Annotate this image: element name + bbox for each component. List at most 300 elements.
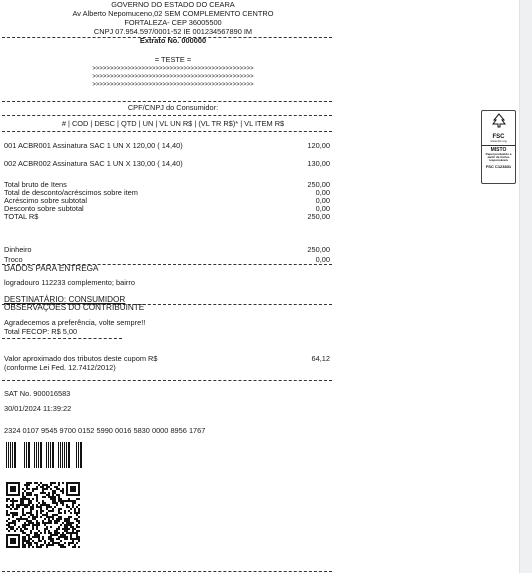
- qr-module: [32, 514, 34, 516]
- qr-module: [52, 534, 54, 536]
- qr-module: [36, 496, 38, 498]
- obs-title: OBSERVAÇÕES DO CONTRIBUINTE: [4, 303, 145, 312]
- qr-module: [38, 538, 40, 540]
- qr-module: [60, 518, 62, 520]
- qr-module: [12, 498, 14, 500]
- qr-module: [66, 500, 68, 502]
- qr-module: [12, 504, 14, 506]
- qr-module: [18, 504, 20, 506]
- qr-module: [68, 498, 70, 500]
- qr-module: [20, 518, 22, 520]
- qr-module: [50, 520, 52, 522]
- qr-module: [22, 492, 24, 494]
- qr-module: [64, 528, 66, 530]
- payment-label: Dinheiro: [4, 245, 32, 254]
- qr-module: [60, 498, 62, 500]
- qr-module: [52, 514, 54, 516]
- qr-module: [14, 514, 16, 516]
- qr-module: [56, 534, 58, 536]
- qr-module: [74, 510, 76, 512]
- qr-module: [50, 544, 52, 546]
- qr-module: [36, 528, 38, 530]
- qr-module: [38, 536, 40, 538]
- qr-module: [20, 498, 22, 500]
- qr-module: [46, 522, 48, 524]
- qr-module: [24, 544, 26, 546]
- qr-module: [42, 504, 44, 506]
- qr-module: [70, 512, 72, 514]
- qr-module: [68, 520, 70, 522]
- qr-module: [70, 542, 72, 544]
- extrato-title: Extrato No. 000000: [139, 36, 207, 45]
- qr-module: [64, 520, 66, 522]
- qr-module: [38, 530, 40, 532]
- qr-module: [32, 506, 34, 508]
- qr-module: [42, 484, 44, 486]
- qr-module: [28, 492, 30, 494]
- qr-module: [46, 514, 48, 516]
- qr-module: [46, 506, 48, 508]
- qr-module: [32, 522, 34, 524]
- qr-module: [24, 528, 26, 530]
- qr-module: [76, 538, 78, 540]
- sat-number: SAT No. 900016583: [4, 389, 71, 398]
- qr-module: [30, 512, 32, 514]
- scrollbar[interactable]: [519, 0, 532, 573]
- qr-module: [44, 542, 46, 544]
- qr-module: [64, 512, 66, 514]
- qr-module: [30, 542, 32, 544]
- qr-module: [22, 524, 24, 526]
- qr-module: [18, 506, 20, 508]
- qr-module: [76, 512, 78, 514]
- payment-label: Troco: [4, 255, 23, 264]
- qr-module: [36, 520, 38, 522]
- qr-module: [78, 504, 80, 506]
- qr-module: [46, 546, 48, 548]
- qr-module: [42, 522, 44, 524]
- qr-module: [36, 486, 38, 488]
- qr-module: [64, 526, 66, 528]
- qr-module: [12, 522, 14, 524]
- qr-module: [14, 530, 16, 532]
- qr-module: [26, 486, 28, 488]
- qr-module: [64, 542, 66, 544]
- qr-module: [10, 526, 12, 528]
- qr-code: [6, 482, 80, 548]
- qr-module: [24, 484, 26, 486]
- qr-module: [16, 504, 18, 506]
- qr-module: [52, 544, 54, 546]
- qr-module: [52, 498, 54, 500]
- qr-module: [32, 490, 34, 492]
- qr-module: [30, 510, 32, 512]
- qr-module: [58, 526, 60, 528]
- qr-module: [70, 524, 72, 526]
- qr-module: [48, 538, 50, 540]
- qr-module: [70, 526, 72, 528]
- qr-module: [56, 538, 58, 540]
- qr-module: [46, 488, 48, 490]
- qr-module: [48, 494, 50, 496]
- qr-module: [6, 504, 8, 506]
- qr-module: [28, 500, 30, 502]
- qr-module: [50, 510, 52, 512]
- qr-module: [36, 542, 38, 544]
- qr-module: [36, 510, 38, 512]
- qr-module: [56, 530, 58, 532]
- qr-module: [28, 512, 30, 514]
- qr-module: [66, 520, 68, 522]
- qr-module: [46, 516, 48, 518]
- qr-module: [52, 518, 54, 520]
- qr-module: [58, 516, 60, 518]
- qr-module: [56, 514, 58, 516]
- qr-module: [22, 532, 24, 534]
- qr-module: [30, 538, 32, 540]
- qr-module: [66, 524, 68, 526]
- qr-module: [60, 500, 62, 502]
- qr-module: [44, 492, 46, 494]
- qr-module: [76, 530, 78, 532]
- qr-module: [36, 526, 38, 528]
- qr-module: [58, 498, 60, 500]
- qr-module: [24, 538, 26, 540]
- qr-module: [74, 502, 76, 504]
- qr-module: [26, 528, 28, 530]
- qr-module: [48, 522, 50, 524]
- recipient: DESTINATÁRIO: CONSUMIDOR: [4, 295, 126, 304]
- qr-module: [56, 486, 58, 488]
- qr-module: [8, 524, 10, 526]
- qr-module: [20, 500, 22, 502]
- qr-module: [22, 514, 24, 516]
- qr-module: [72, 526, 74, 528]
- qr-module: [28, 540, 30, 542]
- qr-module: [40, 504, 42, 506]
- fsc-type: MISTO: [482, 145, 515, 153]
- qr-module: [78, 516, 80, 518]
- total-value: 250,00: [307, 180, 330, 189]
- qr-module: [42, 496, 44, 498]
- qr-module: [12, 526, 14, 528]
- fsc-brand: FSC: [492, 134, 505, 140]
- qr-module: [60, 524, 62, 526]
- qr-module: [74, 546, 76, 548]
- item-row: [4, 142, 330, 151]
- qr-module: [58, 520, 60, 522]
- qr-module: [12, 512, 14, 514]
- total-value: 0,00: [315, 188, 330, 197]
- qr-module: [50, 526, 52, 528]
- qr-module: [52, 496, 54, 498]
- qr-module: [46, 526, 48, 528]
- qr-module: [36, 546, 38, 548]
- qr-module: [22, 508, 24, 510]
- qr-module: [48, 486, 50, 488]
- qr-module: [36, 536, 38, 538]
- qr-module: [44, 540, 46, 542]
- qr-module: [64, 524, 66, 526]
- qr-module: [22, 546, 24, 548]
- qr-module: [16, 508, 18, 510]
- qr-module: [6, 512, 8, 514]
- qr-module: [56, 528, 58, 530]
- qr-module: [26, 494, 28, 496]
- qr-module: [8, 530, 10, 532]
- qr-module: [22, 510, 24, 512]
- qr-module: [72, 504, 74, 506]
- qr-module: [44, 504, 46, 506]
- qr-module: [24, 524, 26, 526]
- qr-module: [42, 488, 44, 490]
- qr-module: [36, 514, 38, 516]
- payment-row: [4, 246, 330, 255]
- qr-module: [78, 538, 80, 540]
- qr-module: [36, 524, 38, 526]
- qr-module: [26, 520, 28, 522]
- qr-module: [58, 484, 60, 486]
- qr-module: [74, 508, 76, 510]
- qr-module: [38, 522, 40, 524]
- qr-module: [50, 516, 52, 518]
- qr-module: [12, 514, 14, 516]
- qr-module: [70, 522, 72, 524]
- qr-module: [74, 518, 76, 520]
- qr-module: [68, 506, 70, 508]
- qr-module: [72, 538, 74, 540]
- taxes-law: (conforme Lei Fed. 12.7412/2012): [4, 363, 116, 372]
- qr-module: [22, 498, 24, 500]
- header-line-4: CNPJ 07.954.597/0001-52 IE 001234567890 IM: [93, 27, 253, 36]
- qr-module: [28, 502, 30, 504]
- qr-module: [76, 532, 78, 534]
- divider: [2, 380, 332, 381]
- access-key: 2324 0107 9545 9700 0152 5990 0016 5830 0000 8956 1767: [4, 426, 206, 435]
- qr-module: [8, 498, 10, 500]
- qr-module: [62, 490, 64, 492]
- qr-module: [46, 528, 48, 530]
- qr-module: [24, 526, 26, 528]
- qr-module: [14, 512, 16, 514]
- qr-module: [22, 512, 24, 514]
- qr-module: [32, 526, 34, 528]
- qr-module: [36, 534, 38, 536]
- qr-module: [6, 500, 8, 502]
- qr-module: [36, 498, 38, 500]
- qr-module: [34, 532, 36, 534]
- qr-module: [44, 528, 46, 530]
- qr-module: [46, 512, 48, 514]
- qr-module: [62, 502, 64, 504]
- delivery-title: DADOS PARA ENTREGA: [4, 264, 99, 273]
- qr-module: [70, 532, 72, 534]
- qr-module: [74, 512, 76, 514]
- header-line-1: GOVERNO DO ESTADO DO CEARA: [111, 0, 235, 9]
- delivery-address: logradouro 112233 complemento; bairro: [4, 278, 135, 287]
- total-label: Total bruto de Itens: [4, 180, 67, 189]
- qr-module: [70, 508, 72, 510]
- qr-module: [56, 522, 58, 524]
- qr-module: [30, 500, 32, 502]
- qr-module: [78, 520, 80, 522]
- qr-module: [50, 532, 52, 534]
- qr-module: [50, 496, 52, 498]
- qr-module: [14, 508, 16, 510]
- qr-module: [30, 492, 32, 494]
- tree-checkmark-icon: [491, 113, 507, 128]
- qr-module: [36, 544, 38, 546]
- qr-module: [48, 530, 50, 532]
- fsc-code: FSC C123831: [485, 163, 512, 169]
- qr-module: [44, 484, 46, 486]
- qr-module: [26, 542, 28, 544]
- qr-module: [26, 534, 28, 536]
- qr-module: [68, 542, 70, 544]
- qr-module: [50, 488, 52, 490]
- qr-module: [10, 486, 16, 492]
- qr-module: [62, 482, 64, 484]
- qr-module: [30, 530, 32, 532]
- qr-module: [24, 498, 26, 500]
- qr-module: [70, 516, 72, 518]
- qr-module: [6, 524, 8, 526]
- qr-module: [52, 510, 54, 512]
- qr-module: [24, 536, 26, 538]
- total-label: Total de desconto/acréscimos sobre item: [4, 188, 138, 197]
- qr-module: [40, 508, 42, 510]
- qr-module: [32, 498, 34, 500]
- qr-module: [52, 490, 54, 492]
- qr-module: [54, 490, 56, 492]
- qr-module: [24, 506, 26, 508]
- datetime: 30/01/2024 11:39:22: [4, 404, 72, 413]
- qr-module: [6, 520, 8, 522]
- qr-module: [44, 532, 46, 534]
- divider: [2, 338, 122, 339]
- qr-module: [64, 510, 66, 512]
- qr-module: [10, 528, 12, 530]
- qr-module: [42, 500, 44, 502]
- qr-module: [52, 502, 54, 504]
- qr-module: [78, 508, 80, 510]
- qr-module: [32, 488, 34, 490]
- qr-module: [38, 534, 40, 536]
- qr-module: [54, 502, 56, 504]
- qr-module: [30, 544, 32, 546]
- qr-module: [68, 516, 70, 518]
- qr-module: [66, 528, 68, 530]
- qr-module: [26, 512, 28, 514]
- test-label: = TESTE =: [154, 55, 192, 64]
- qr-module: [62, 528, 64, 530]
- qr-module: [68, 528, 70, 530]
- qr-module: [22, 538, 24, 540]
- qr-module: [30, 502, 32, 504]
- qr-module: [72, 522, 74, 524]
- qr-module: [36, 512, 38, 514]
- qr-module: [20, 502, 22, 504]
- qr-module: [68, 532, 70, 534]
- qr-module: [66, 530, 68, 532]
- qr-module: [28, 546, 30, 548]
- qr-module: [60, 546, 62, 548]
- qr-module: [72, 502, 74, 504]
- qr-module: [42, 538, 44, 540]
- qr-module: [46, 484, 48, 486]
- qr-module: [76, 514, 78, 516]
- qr-module: [20, 528, 22, 530]
- qr-module: [58, 536, 60, 538]
- qr-module: [68, 544, 70, 546]
- qr-module: [74, 544, 76, 546]
- qr-module: [32, 508, 34, 510]
- qr-module: [76, 498, 78, 500]
- qr-module: [36, 500, 38, 502]
- qr-module: [34, 494, 36, 496]
- qr-module: [16, 500, 18, 502]
- qr-module: [6, 528, 8, 530]
- qr-module: [60, 508, 62, 510]
- qr-module: [30, 520, 32, 522]
- qr-module: [22, 494, 24, 496]
- qr-module: [76, 534, 78, 536]
- qr-module: [62, 504, 64, 506]
- qr-module: [28, 488, 30, 490]
- qr-module: [42, 492, 44, 494]
- qr-module: [52, 494, 54, 496]
- qr-module: [70, 534, 72, 536]
- qr-module: [76, 520, 78, 522]
- qr-module: [68, 518, 70, 520]
- qr-module: [34, 536, 36, 538]
- qr-module: [28, 534, 30, 536]
- qr-module: [10, 500, 12, 502]
- qr-module: [72, 546, 74, 548]
- qr-module: [56, 488, 58, 490]
- obs-line-1: Agradecemos a preferência, volte sempre!!: [4, 318, 146, 327]
- qr-module: [26, 540, 28, 542]
- qr-module: [28, 542, 30, 544]
- qr-module: [34, 518, 36, 520]
- qr-module: [28, 494, 30, 496]
- qr-module: [70, 536, 72, 538]
- qr-module: [44, 524, 46, 526]
- qr-module: [72, 528, 74, 530]
- qr-module: [66, 532, 68, 534]
- qr-module: [76, 526, 78, 528]
- qr-module: [68, 522, 70, 524]
- qr-module: [68, 524, 70, 526]
- qr-module: [66, 538, 68, 540]
- qr-module: [42, 486, 44, 488]
- qr-module: [50, 482, 52, 484]
- obs-line-2: Total FECOP: R$ 5,00: [4, 327, 78, 336]
- qr-module: [62, 492, 64, 494]
- qr-module: [14, 522, 16, 524]
- qr-module: [28, 516, 30, 518]
- qr-module: [8, 506, 10, 508]
- qr-module: [58, 532, 60, 534]
- qr-module: [78, 510, 80, 512]
- qr-module: [12, 516, 14, 518]
- qr-module: [54, 496, 56, 498]
- header-line-3: FORTALEZA- CEP 36005500: [124, 18, 222, 27]
- qr-module: [26, 506, 28, 508]
- qr-module: [56, 520, 58, 522]
- qr-module: [42, 490, 44, 492]
- qr-module: [44, 502, 46, 504]
